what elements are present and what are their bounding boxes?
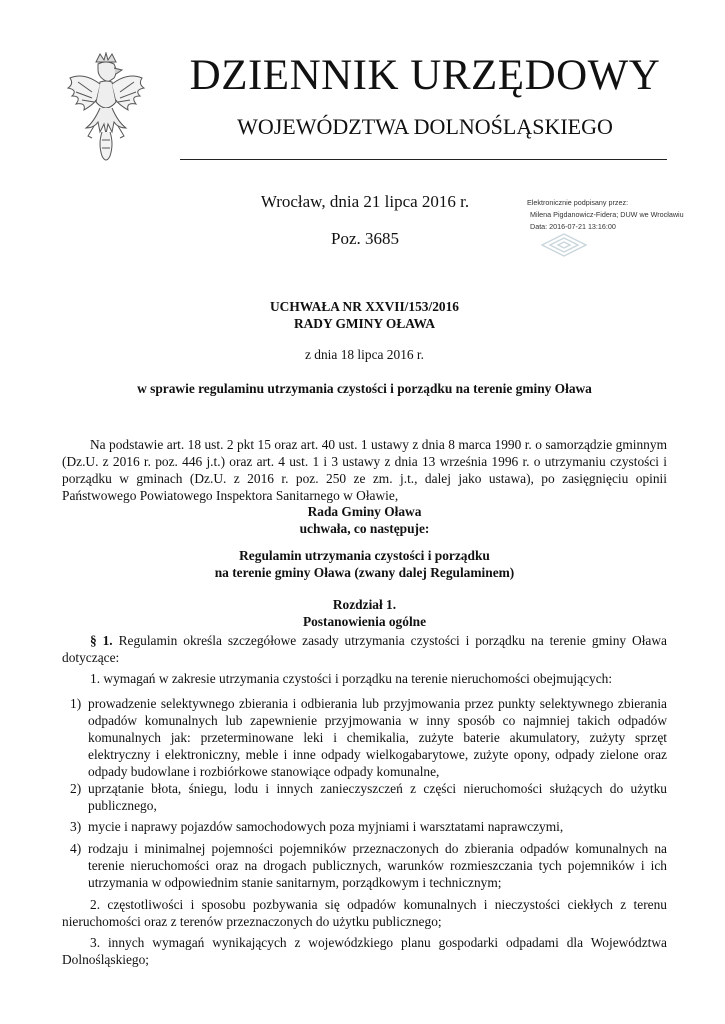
item-2 <box>62 896 667 930</box>
subitem-number: 1) <box>70 696 82 711</box>
resolution-date: z dnia 18 lipca 2016 r. <box>305 347 424 362</box>
journal-title: DZIENNIK URZĘDOWY <box>189 52 661 99</box>
item-text: częstotliwości i sposobu pozbywania się odpadów komunalnych i nieczystości ciekłych z terenu nieruchomości oraz z terenów przeznaczonych do użytku publicznego; <box>62 897 667 929</box>
section-mark: § 1. <box>90 633 113 648</box>
regulation-title <box>62 547 667 581</box>
journal-subtitle: WOJEWÓDZTWA DOLNOŚLĄSKIEGO <box>237 114 613 139</box>
resolution-heading <box>62 298 667 332</box>
enactment-line-2: uchwała, co następuje: <box>299 521 430 536</box>
item-3 <box>62 934 667 968</box>
position-number: Poz. 3685 <box>331 229 399 248</box>
signature-date: Data: 2016-07-21 13:16:00 <box>530 222 616 231</box>
publication-place-date: Wrocław, dnia 21 lipca 2016 r. <box>260 192 470 211</box>
chapter-title: Postanowienia ogólne <box>302 614 427 629</box>
item-text: wymagań w zakresie utrzymania czystości i porządku na terenie nieruchomości obejmujących: <box>103 671 613 686</box>
item-text: innych wymagań wynikających z wojewódzkiego planu gospodarki odpadami dla Województwa Dolnośląskiego; <box>62 935 667 967</box>
e-signature-mark-icon <box>540 232 588 258</box>
subitem-number: 3) <box>70 819 82 834</box>
subitem-4 <box>62 840 667 891</box>
subitem-2 <box>62 780 667 814</box>
subitem-1 <box>62 695 667 780</box>
enactment-line-1: Rada Gminy Oława <box>307 504 422 519</box>
regulation-title-line-1: Regulamin utrzymania czystości i porządku <box>239 548 490 563</box>
chapter-heading <box>62 596 667 630</box>
item-number: 2. <box>90 897 101 912</box>
subitem-text: rodzaju i minimalnej pojemności pojemników przeznaczonych do zbierania odpadów komunalnych na terenie nieruchomości oraz na drogach publicznych, warunków rozmieszczania tych pojemników i ich utrzymania w odpowiednim stanie sanitarnym, porządkowym i technicznym; <box>88 841 667 890</box>
subitem-text: mycie i naprawy pojazdów samochodowych poza myjniami i warsztatami naprawczymi, <box>88 819 564 834</box>
subitem-text: uprzątanie błota, śniegu, lodu i innych zanieczyszczeń z części nieruchomości służących do użytku publicznego, <box>88 781 667 813</box>
enactment-formula <box>62 503 667 537</box>
masthead-divider <box>180 159 667 160</box>
resolution-council: RADY GMINY OŁAWA <box>293 316 436 331</box>
section-1-text: Regulamin określa szczegółowe zasady utrzymania czystości i porządku na terenie gminy Oława dotyczące: <box>62 633 667 665</box>
subitem-number: 4) <box>70 841 82 856</box>
electronic-signature-block <box>527 197 684 233</box>
resolution-subject: w sprawie regulaminu utrzymania czystości i porządku na terenie gminy Oława <box>137 381 592 396</box>
polish-eagle-emblem-icon <box>64 52 148 168</box>
signature-line-1: Elektronicznie podpisany przez: <box>527 198 629 207</box>
regulation-title-line-2: na terenie gminy Oława (zwany dalej Regulaminem) <box>214 565 515 580</box>
preamble: Na podstawie art. 18 ust. 2 pkt 15 oraz art. 40 ust. 1 ustawy z dnia 8 marca 1990 r. o samorządzie gminnym (Dz.U. z 2016 r. poz. 446 j.t.) oraz art. 4 ust. 1 i 3 ustawy z dnia 13 września 1996 r. o utrzymaniu czystości i porządku w gminach (Dz.U. z 2016 r. poz. 250 ze zm. j.t., dalej jako ustawa), po zasięgnięciu opinii Państwowego Powiatowego Inspektora Sanitarnego w Oławie, <box>62 437 667 503</box>
subitem-number: 2) <box>70 781 82 796</box>
item-number: 3. <box>90 935 101 950</box>
subitem-3 <box>62 818 667 835</box>
signature-signer: Milena Pigdanowicz-Fidera; DUW we Wrocławiu <box>530 210 684 219</box>
chapter-number: Rozdział 1. <box>332 597 397 612</box>
resolution-number: UCHWAŁA NR XXVII/153/2016 <box>270 299 459 314</box>
item-1 <box>62 670 667 687</box>
subitem-text: prowadzenie selektywnego zbierania i odbierania lub przyjmowania przez punkty selektywnego zbierania odpadów komunalnych lub zapewnienie przyjmowania w inny sposób co najmniej takich odpadów komunalnych jak: przeterminowane leki i chemikalia, zużyte baterie akumulatory, zużyty sprzęt elektryczny i elektroniczny, meble i inne odpady wielkogabarytowe, zużyte opony, odpady zielone oraz odpady budowlane i rozbiórkowe stanowiące odpady komunalne, <box>88 696 667 779</box>
item-number: 1. <box>90 671 101 686</box>
section-1 <box>62 632 667 666</box>
